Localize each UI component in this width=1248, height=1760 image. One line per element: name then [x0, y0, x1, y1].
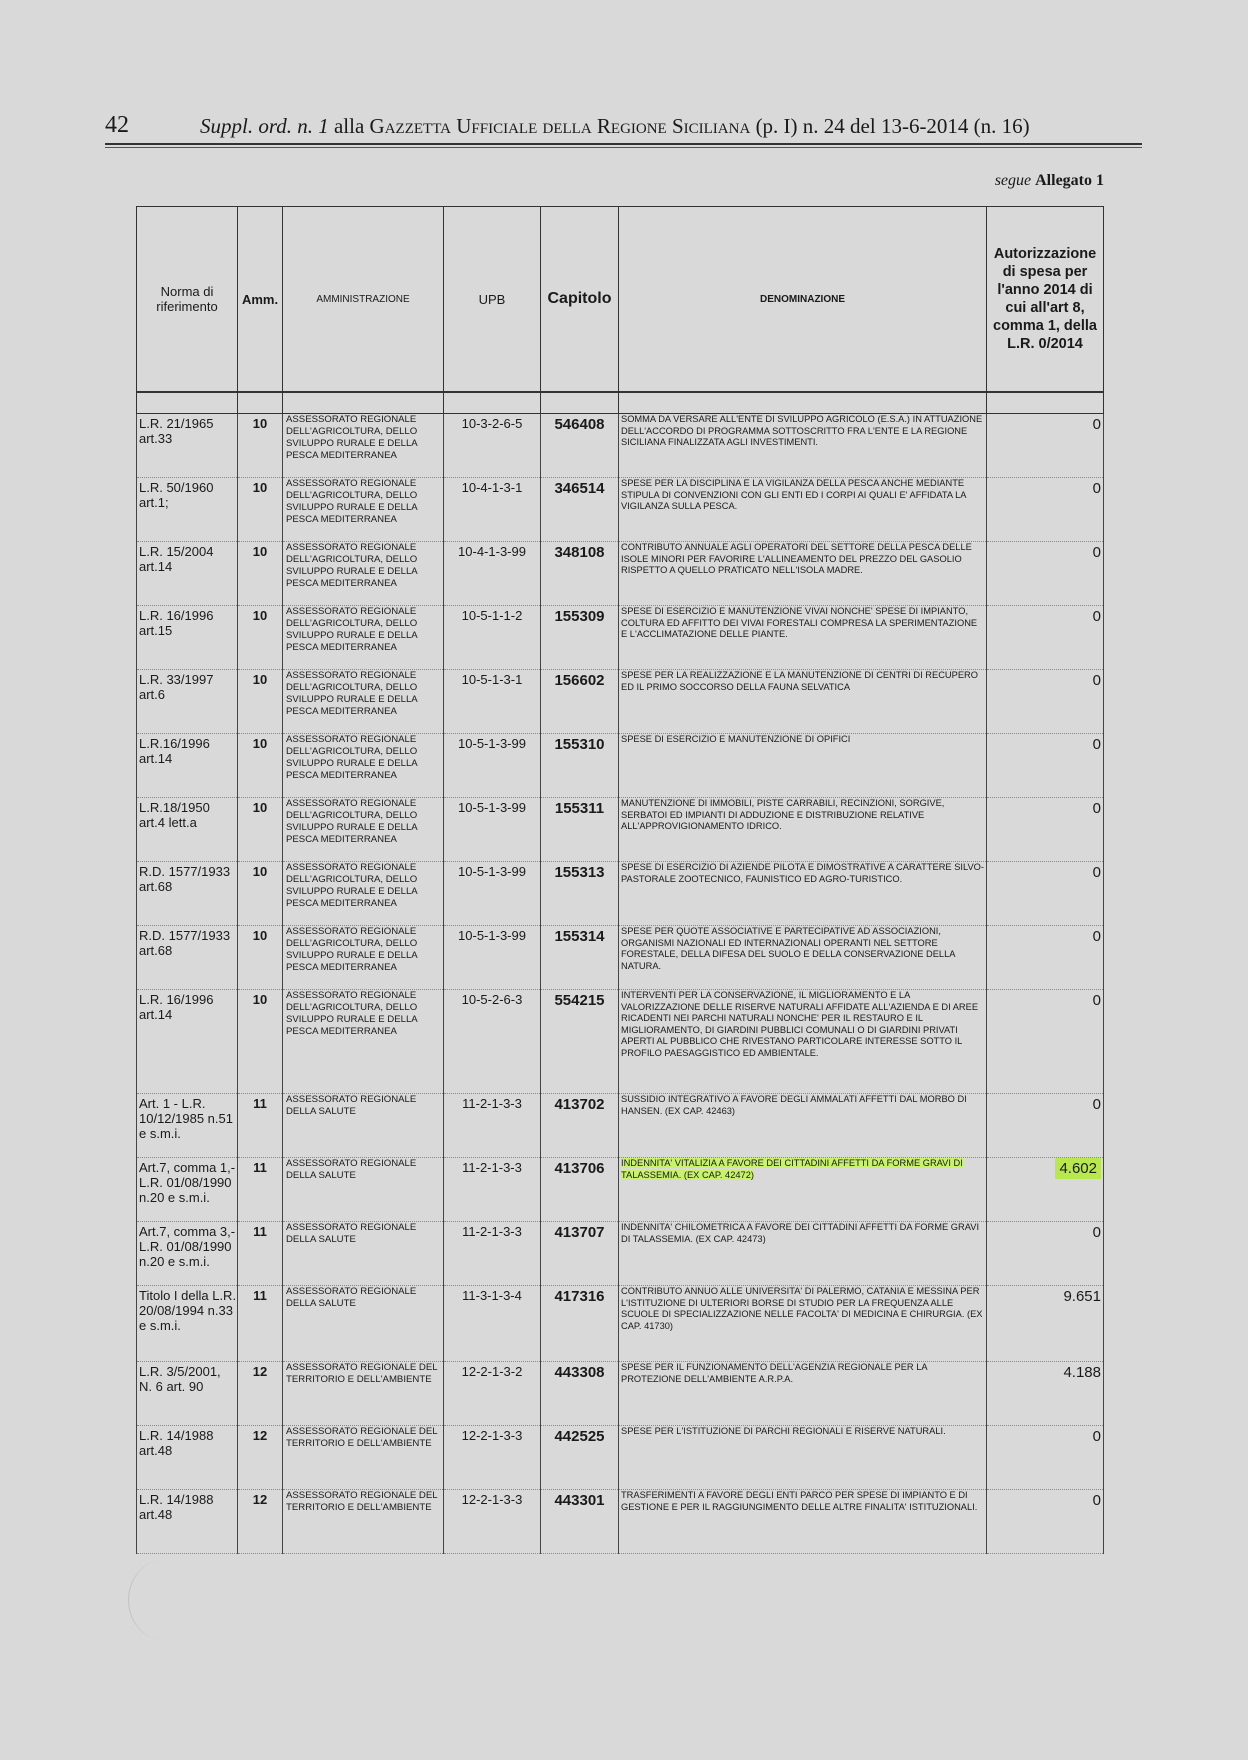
norma-cell-text: L.R.16/1996 art.14 [139, 736, 210, 766]
norma-cell-text: L.R. 16/1996 art.15 [139, 608, 214, 638]
upb-cell-text: 11-2-1-3-3 [462, 1160, 522, 1175]
upb-cell [444, 414, 541, 478]
capitolo-cell [541, 862, 619, 926]
upb-cell [444, 990, 541, 1094]
amministrazione-cell-text: ASSESSORATO REGIONALE DEL TERRITORIO E DELL'AMBIENTE [286, 1490, 438, 1513]
title-issue: (p. I) n. 24 del 13-6-2014 (n. 16) [755, 114, 1030, 138]
allegato-title: Allegato 1 [1035, 172, 1104, 189]
denominazione-cell-text: CONTRIBUTO ANNUO ALLE UNIVERSITA' DI PALERMO, CATANIA E MESSINA PER L'ISTITUZIONE DI ULTERIORI BORSE DI STUDIO PER LA FREQUENZA ALLE SCUOLE DI SPECIALIZZAZIONE NELLE FACOLTA' DI MEDICINA E CHIRURGIA. (EX CAP. 41730) [621, 1286, 983, 1331]
amm-cell [238, 414, 283, 478]
amministrazione-cell [283, 478, 444, 542]
capitolo-cell-text: 554215 [554, 992, 605, 1009]
amministrazione-cell [283, 1426, 444, 1490]
amministrazione-cell-text: ASSESSORATO REGIONALE DELL'AGRICOLTURA, DELLO SVILUPPO RURALE E DELLA PESCA MEDITERRANEA [286, 414, 418, 461]
amm-cell [238, 1490, 283, 1554]
capitolo-cell [541, 606, 619, 670]
importo-cell [987, 734, 1104, 798]
amministrazione-cell [283, 1094, 444, 1158]
importo-cell-text: 0 [1092, 1224, 1101, 1241]
table-row [137, 734, 1104, 798]
title-gazzetta: Gazzetta Ufficiale della Regione Siciliana [369, 114, 751, 138]
importo-cell [987, 1094, 1104, 1158]
amministrazione-cell-text: ASSESSORATO REGIONALE DELL'AGRICOLTURA, DELLO SVILUPPO RURALE E DELLA PESCA MEDITERRANEA [286, 670, 418, 717]
upb-cell [444, 926, 541, 990]
upb-cell-text: 10-3-2-6-5 [461, 416, 523, 431]
table-row [137, 1490, 1104, 1554]
amministrazione-cell [283, 798, 444, 862]
importo-cell [987, 1286, 1104, 1362]
importo-cell [987, 670, 1104, 734]
capitolo-cell [541, 1490, 619, 1554]
upb-cell-text: 10-4-1-3-99 [458, 544, 526, 559]
amm-cell [238, 1222, 283, 1286]
table-row [137, 990, 1104, 1094]
denominazione-cell-text: SPESE PER LA REALIZZAZIONE E LA MANUTENZIONE DI CENTRI DI RECUPERO ED IL PRIMO SOCCORSO DELLA FAUNA SELVATICA [621, 670, 978, 692]
norma-cell [137, 990, 238, 1094]
importo-cell-text: 0 [1092, 1428, 1101, 1445]
norma-cell-text: L.R. 33/1997 art.6 [139, 672, 214, 702]
importo-cell [987, 926, 1104, 990]
table-row [137, 542, 1104, 606]
norma-cell [137, 414, 238, 478]
denominazione-cell-text: SPESE DI ESERCIZIO DI AZIENDE PILOTA E DIMOSTRATIVE A CARATTERE SILVO-PASTORALE ZOOTECNICO, FAUNISTICO ED AGRO-TURISTICO. [621, 862, 984, 884]
denominazione-cell [619, 414, 987, 478]
amministrazione-cell-text: ASSESSORATO REGIONALE DELL'AGRICOLTURA, DELLO SVILUPPO RURALE E DELLA PESCA MEDITERRANEA [286, 926, 418, 973]
denominazione-cell [619, 1094, 987, 1158]
amm-cell-text: 10 [252, 864, 268, 879]
importo-cell [987, 862, 1104, 926]
title-mid: alla [333, 114, 365, 138]
denominazione-cell [619, 478, 987, 542]
capitolo-cell [541, 926, 619, 990]
capitolo-cell-text: 155310 [554, 736, 605, 753]
upb-cell-text: 10-5-1-3-99 [458, 864, 526, 879]
amm-cell [238, 734, 283, 798]
amm-cell [238, 1094, 283, 1158]
importo-cell [987, 414, 1104, 478]
importo-cell-text: 0 [1092, 800, 1101, 817]
importo-cell-text: 0 [1092, 864, 1101, 881]
capitolo-cell-text: 155309 [554, 608, 605, 625]
denominazione-cell-text: SPESE PER LA DISCIPLINA E LA VIGILANZA DELLA PESCA ANCHE MEDIANTE STIPULA DI CONVENZIONI CON GLI ENTI ED I CORPI AI QUALI E' AFFIDATA LA VIGILANZA SULLA PESCA. [621, 478, 966, 512]
amministrazione-cell [283, 862, 444, 926]
amm-cell-text: 10 [252, 480, 268, 495]
denominazione-cell-text: INTERVENTI PER LA CONSERVAZIONE, IL MIGLIORAMENTO E LA VALORIZZAZIONE DELLE RISERVE NATURALI AFFIDATE ALL'AZIENDA E DI AREE RICADENTI NEI PARCHI NATURALI NONCHE' PER IL RESTAURO E IL MIGLIORAMENTO, DI GIARDINI PUBBLICI COMUNALI O DI GIARDINI PRIVATI APERTI AL PUBBLICO CHE RIVESTANO PARTICOLARE INTERESSE SOTTO IL PROFILO PAESAGGISTICO ED AMBIENTALE. [621, 990, 979, 1058]
amministrazione-cell [283, 1362, 444, 1426]
amm-cell [238, 990, 283, 1094]
header-amministrazione: AMMINISTRAZIONE [283, 207, 444, 393]
norma-cell-text: Titolo I della L.R. 20/08/1994 n.33 e s.m.i. [139, 1288, 237, 1333]
upb-cell-text: 10-5-1-3-99 [458, 800, 526, 815]
amministrazione-cell [283, 1222, 444, 1286]
norma-cell [137, 1222, 238, 1286]
capitolo-cell [541, 1222, 619, 1286]
table-row [137, 1158, 1104, 1222]
norma-cell [137, 670, 238, 734]
header-rule-thin [105, 147, 1142, 148]
amministrazione-cell-text: ASSESSORATO REGIONALE DELL'AGRICOLTURA, DELLO SVILUPPO RURALE E DELLA PESCA MEDITERRANEA [286, 542, 418, 589]
allegato-segue: segue [994, 172, 1032, 189]
importo-cell-text: 0 [1092, 736, 1101, 753]
table-row [137, 1286, 1104, 1362]
table-row [137, 1094, 1104, 1158]
norma-cell-text: L.R. 21/1965 art.33 [139, 416, 214, 446]
upb-cell [444, 478, 541, 542]
norma-cell [137, 606, 238, 670]
capitolo-cell-text: 155313 [554, 864, 605, 881]
capitolo-cell [541, 1426, 619, 1490]
upb-cell-text: 12-2-1-3-3 [461, 1492, 523, 1507]
amministrazione-cell [283, 926, 444, 990]
importo-cell [987, 478, 1104, 542]
denominazione-cell [619, 734, 987, 798]
denominazione-cell [619, 798, 987, 862]
upb-cell [444, 606, 541, 670]
norma-cell [137, 926, 238, 990]
norma-cell [137, 1158, 238, 1222]
amministrazione-cell-text: ASSESSORATO REGIONALE DELL'AGRICOLTURA, DELLO SVILUPPO RURALE E DELLA PESCA MEDITERRANEA [286, 798, 418, 845]
importo-cell [987, 542, 1104, 606]
page-number: 42 [105, 112, 129, 138]
importo-cell-text: 0 [1092, 672, 1101, 689]
importo-cell-text: 0 [1092, 928, 1101, 945]
upb-cell-text: 10-5-1-1-2 [461, 608, 523, 623]
amministrazione-cell-text: ASSESSORATO REGIONALE DELL'AGRICOLTURA, DELLO SVILUPPO RURALE E DELLA PESCA MEDITERRANEA [286, 862, 418, 909]
amministrazione-cell-text: ASSESSORATO REGIONALE DELL'AGRICOLTURA, DELLO SVILUPPO RURALE E DELLA PESCA MEDITERRANEA [286, 606, 418, 653]
capitolo-cell-text: 443301 [554, 1492, 605, 1509]
norma-cell-text: L.R.18/1950 art.4 lett.a [139, 800, 210, 830]
importo-cell [987, 1362, 1104, 1426]
denominazione-cell [619, 670, 987, 734]
amministrazione-cell [283, 1286, 444, 1362]
amm-cell [238, 798, 283, 862]
upb-cell-text: 10-5-1-3-99 [458, 736, 526, 751]
amm-cell-text: 11 [253, 1160, 267, 1175]
amministrazione-cell-text: ASSESSORATO REGIONALE DELL'AGRICOLTURA, DELLO SVILUPPO RURALE E DELLA PESCA MEDITERRANEA [286, 478, 418, 525]
upb-cell [444, 1490, 541, 1554]
norma-cell [137, 542, 238, 606]
amministrazione-cell [283, 414, 444, 478]
norma-cell [137, 1094, 238, 1158]
importo-cell [987, 1490, 1104, 1554]
table-row [137, 798, 1104, 862]
upb-cell-text: 12-2-1-3-3 [461, 1428, 523, 1443]
table-body [137, 414, 1104, 1554]
header-norma: Norma di riferimento [137, 207, 238, 393]
amm-cell-text: 10 [252, 800, 268, 815]
amministrazione-cell-text: ASSESSORATO REGIONALE DELLA SALUTE [286, 1094, 417, 1117]
denominazione-cell [619, 606, 987, 670]
importo-cell-text: 0 [1092, 416, 1101, 433]
table-row [137, 1426, 1104, 1490]
amm-cell [238, 478, 283, 542]
norma-cell [137, 1362, 238, 1426]
norma-cell [137, 734, 238, 798]
norma-cell-text: L.R. 14/1988 art.48 [139, 1428, 214, 1458]
capitolo-cell [541, 734, 619, 798]
amm-cell-text: 10 [252, 544, 268, 559]
amm-cell-text: 10 [252, 736, 268, 751]
capitolo-cell [541, 990, 619, 1094]
amm-cell [238, 1286, 283, 1362]
table-row [137, 862, 1104, 926]
denominazione-cell-text: SUSSIDIO INTEGRATIVO A FAVORE DEGLI AMMALATI AFFETTI DAL MORBO DI HANSEN. (EX CAP. 42463) [621, 1094, 967, 1116]
amm-cell-text: 11 [253, 1096, 267, 1111]
amministrazione-cell-text: ASSESSORATO REGIONALE DELL'AGRICOLTURA, DELLO SVILUPPO RURALE E DELLA PESCA MEDITERRANEA [286, 734, 418, 781]
table-row [137, 478, 1104, 542]
denominazione-cell [619, 1426, 987, 1490]
norma-cell [137, 798, 238, 862]
denominazione-cell [619, 542, 987, 606]
upb-cell [444, 1158, 541, 1222]
title-supplement: Suppl. ord. n. 1 [200, 114, 329, 138]
upb-cell-text: 12-2-1-3-2 [461, 1364, 523, 1379]
norma-cell-text: Art.7, comma 3,- L.R. 01/08/1990 n.20 e s.m.i. [139, 1224, 236, 1269]
capitolo-cell-text: 156602 [554, 672, 605, 689]
header-autorizzazione: Autorizzazione di spesa per l'anno 2014 di cui all'art 8, comma 1, della L.R. 0/2014 [987, 207, 1104, 393]
capitolo-cell-text: 155314 [554, 928, 605, 945]
importo-cell-text: 4.188 [1063, 1364, 1101, 1381]
norma-cell [137, 478, 238, 542]
amm-cell [238, 1426, 283, 1490]
table-row [137, 1362, 1104, 1426]
upb-cell [444, 862, 541, 926]
upb-cell [444, 670, 541, 734]
amministrazione-cell [283, 734, 444, 798]
header-denominazione: DENOMINAZIONE [619, 207, 987, 393]
amm-cell [238, 1158, 283, 1222]
denominazione-cell-text: INDENNITA' CHILOMETRICA A FAVORE DEI CITTADINI AFFETTI DA FORME GRAVI DI TALASSEMIA. (EX CAP. 42473) [621, 1222, 980, 1244]
amministrazione-cell [283, 990, 444, 1094]
table-row [137, 414, 1104, 478]
denominazione-cell-text: SPESE PER L'ISTITUZIONE DI PARCHI REGIONALI E RISERVE NATURALI. [621, 1426, 946, 1436]
capitolo-cell [541, 1362, 619, 1426]
importo-cell [987, 1222, 1104, 1286]
denominazione-cell-text: SPESE DI ESERCIZIO E MANUTENZIONE DI OPIFICI [621, 734, 851, 744]
amm-cell-text: 12 [252, 1364, 268, 1379]
allegato-label [860, 172, 1104, 190]
norma-cell-text: Art.7, comma 1,- L.R. 01/08/1990 n.20 e s.m.i. [139, 1160, 236, 1205]
capitolo-cell-text: 443308 [554, 1364, 605, 1381]
amm-cell-text: 12 [252, 1428, 268, 1443]
norma-cell-text: R.D. 1577/1933 art.68 [139, 864, 231, 894]
denominazione-cell-text: INDENNITA' VITALIZIA A FAVORE DEI CITTADINI AFFETTI DA FORME GRAVI DI TALASSEMIA. (EX CAP. 42472) [621, 1158, 963, 1180]
table-row [137, 1222, 1104, 1286]
importo-cell [987, 606, 1104, 670]
amministrazione-cell-text: ASSESSORATO REGIONALE DEL TERRITORIO E DELL'AMBIENTE [286, 1426, 438, 1449]
amm-cell [238, 862, 283, 926]
capitolo-cell-text: 155311 [554, 800, 605, 817]
importo-cell-text: 9.651 [1063, 1288, 1101, 1305]
header-capitolo: Capitolo [541, 207, 619, 393]
norma-cell-text: R.D. 1577/1933 art.68 [139, 928, 231, 958]
norma-cell-text: L.R. 50/1960 art.1; [139, 480, 214, 510]
upb-cell [444, 1222, 541, 1286]
upb-cell-text: 11-2-1-3-3 [462, 1096, 522, 1111]
capitolo-cell [541, 1094, 619, 1158]
importo-cell-text: 0 [1092, 608, 1101, 625]
header-spacer-row [137, 392, 1104, 414]
denominazione-cell [619, 1490, 987, 1554]
denominazione-cell [619, 862, 987, 926]
amministrazione-cell [283, 1158, 444, 1222]
upb-cell-text: 10-4-1-3-1 [461, 480, 523, 495]
capitolo-cell-text: 546408 [554, 416, 605, 433]
upb-cell [444, 798, 541, 862]
importo-cell-text: 0 [1092, 1096, 1101, 1113]
norma-cell [137, 1286, 238, 1362]
amministrazione-cell [283, 542, 444, 606]
capitolo-cell [541, 542, 619, 606]
denominazione-cell [619, 1222, 987, 1286]
capitolo-cell-text: 348108 [554, 544, 605, 561]
amm-cell [238, 542, 283, 606]
upb-cell [444, 1426, 541, 1490]
capitolo-cell-text: 346514 [554, 480, 605, 497]
amm-cell-text: 10 [252, 672, 268, 687]
amm-cell-text: 10 [252, 416, 268, 431]
upb-cell [444, 1362, 541, 1426]
upb-cell [444, 542, 541, 606]
denominazione-cell-text: CONTRIBUTO ANNUALE AGLI OPERATORI DEL SETTORE DELLA PESCA DELLE ISOLE MINORI PER FAVORIRE L'ALLINEAMENTO DEL PREZZO DEL GASOLIO RISPETTO A QUELLO PRATICATO NELL'ISOLA MADRE. [621, 542, 972, 576]
amministrazione-cell-text: ASSESSORATO REGIONALE DELL'AGRICOLTURA, DELLO SVILUPPO RURALE E DELLA PESCA MEDITERRANEA [286, 990, 418, 1037]
upb-cell [444, 734, 541, 798]
upb-cell-text: 10-5-1-3-1 [461, 672, 523, 687]
norma-cell-text: L.R. 15/2004 art.14 [139, 544, 214, 574]
upb-cell [444, 1094, 541, 1158]
importo-cell-text: 0 [1092, 480, 1101, 497]
amm-cell [238, 1362, 283, 1426]
importo-cell [987, 990, 1104, 1094]
denominazione-cell-text: SPESE DI ESERCIZIO E MANUTENZIONE VIVAI NONCHE' SPESE DI IMPIANTO, COLTURA ED AFFITTO DEI VIVAI FORESTALI COMPRESA LA SPERIMENTAZIONE E L'ACCLIMATAZIONE DELLE PIANTE. [621, 606, 978, 640]
denominazione-cell-text: SPESE PER QUOTE ASSOCIATIVE E PARTECIPATIVE AD ASSOCIAZIONI, ORGANISMI NAZIONALI ED INTERNAZIONALI OPERANTI NEL SETTORE FORESTALE, DELLA DIFESA DEL SUOLO E DELLA CONSERVAZIONE DELLA NATURA. [621, 926, 955, 971]
amministrazione-cell [283, 1490, 444, 1554]
norma-cell-text: L.R. 3/5/2001, N. 6 art. 90 [139, 1364, 221, 1394]
capitolo-cell-text: 417316 [554, 1288, 605, 1305]
amministrazione-cell-text: ASSESSORATO REGIONALE DELLA SALUTE [286, 1222, 417, 1245]
header-upb: UPB [444, 207, 541, 393]
norma-cell [137, 1490, 238, 1554]
denominazione-cell-text: MANUTENZIONE DI IMMOBILI, PISTE CARRABILI, RECINZIONI, SORGIVE, SERBATOI ED IMPIANTI DI ADDUZIONE E DISTRIBUZIONE RELATIVE ALL'APPROVIGIONAMENTO IDRICO. [621, 798, 945, 832]
norma-cell [137, 862, 238, 926]
norma-cell-text: L.R. 14/1988 art.48 [139, 1492, 214, 1522]
norma-cell-text: L.R. 16/1996 art.14 [139, 992, 214, 1022]
header-amm: Amm. [238, 207, 283, 393]
capitolo-cell [541, 414, 619, 478]
importo-cell-text: 0 [1092, 544, 1101, 561]
upb-cell-text: 10-5-1-3-99 [458, 928, 526, 943]
upb-cell [444, 1286, 541, 1362]
amm-cell-text: 11 [253, 1224, 267, 1239]
denominazione-cell-text: TRASFERIMENTI A FAVORE DEGLI ENTI PARCO PER SPESE DI IMPIANTO E DI GESTIONE E PER IL RAGGIUNGIMENTO DELLE ALTRE FINALITA' ISTITUZIONALI. [621, 1490, 978, 1512]
capitolo-cell-text: 413707 [554, 1224, 605, 1241]
amm-cell-text: 12 [252, 1492, 268, 1507]
amm-cell [238, 606, 283, 670]
amministrazione-cell [283, 606, 444, 670]
importo-cell [987, 798, 1104, 862]
capitolo-cell-text: 413702 [554, 1096, 605, 1113]
amministrazione-cell-text: ASSESSORATO REGIONALE DELLA SALUTE [286, 1158, 417, 1181]
denominazione-cell [619, 1158, 987, 1222]
norma-cell-text: Art. 1 - L.R. 10/12/1985 n.51 e s.m.i. [139, 1096, 233, 1141]
budget-table [136, 206, 1104, 1554]
header-rule [105, 143, 1142, 145]
denominazione-cell [619, 1286, 987, 1362]
denominazione-cell-text: SOMMA DA VERSARE ALL'ENTE DI SVILUPPO AGRICOLO (E.S.A.) IN ATTUAZIONE DELL'ACCORDO DI PROGRAMMA SOTTOSCRITTO FRA L'ENTE E LA REGIONE SICILIANA FINALIZZATA AGLI INVESTIMENTI. [621, 414, 983, 448]
upb-cell-text: 11-2-1-3-3 [462, 1224, 522, 1239]
denominazione-cell-text: SPESE PER IL FUNZIONAMENTO DELL'AGENZIA REGIONALE PER LA PROTEZIONE DELL'AMBIENTE A.R.P.A. [621, 1362, 928, 1384]
upb-cell-text: 11-3-1-3-4 [462, 1288, 522, 1303]
capitolo-cell-text: 413706 [554, 1160, 605, 1177]
amministrazione-cell-text: ASSESSORATO REGIONALE DEL TERRITORIO E DELL'AMBIENTE [286, 1362, 438, 1385]
amm-cell-text: 10 [252, 608, 268, 623]
capitolo-cell [541, 670, 619, 734]
table-row [137, 926, 1104, 990]
table-row [137, 606, 1104, 670]
amm-cell-text: 10 [252, 992, 268, 1007]
capitolo-cell [541, 798, 619, 862]
pen-mark [128, 1560, 199, 1640]
importo-cell-text: 0 [1092, 1492, 1101, 1509]
norma-cell [137, 1426, 238, 1490]
denominazione-cell [619, 990, 987, 1094]
gazette-title [200, 114, 1030, 139]
amm-cell [238, 670, 283, 734]
capitolo-cell [541, 478, 619, 542]
capitolo-cell [541, 1158, 619, 1222]
amm-cell-text: 10 [252, 928, 268, 943]
denominazione-cell [619, 1362, 987, 1426]
upb-cell-text: 10-5-2-6-3 [461, 992, 523, 1007]
amministrazione-cell-text: ASSESSORATO REGIONALE DELLA SALUTE [286, 1286, 417, 1309]
importo-cell-text: 0 [1092, 992, 1101, 1009]
amm-cell [238, 926, 283, 990]
capitolo-cell [541, 1286, 619, 1362]
importo-cell [987, 1426, 1104, 1490]
importo-cell-text: 4.602 [1055, 1158, 1101, 1179]
denominazione-cell [619, 926, 987, 990]
amm-cell-text: 11 [253, 1288, 267, 1303]
table-row [137, 670, 1104, 734]
table-header-row [137, 207, 1104, 393]
capitolo-cell-text: 442525 [554, 1428, 605, 1445]
importo-cell [987, 1158, 1104, 1222]
amministrazione-cell [283, 670, 444, 734]
